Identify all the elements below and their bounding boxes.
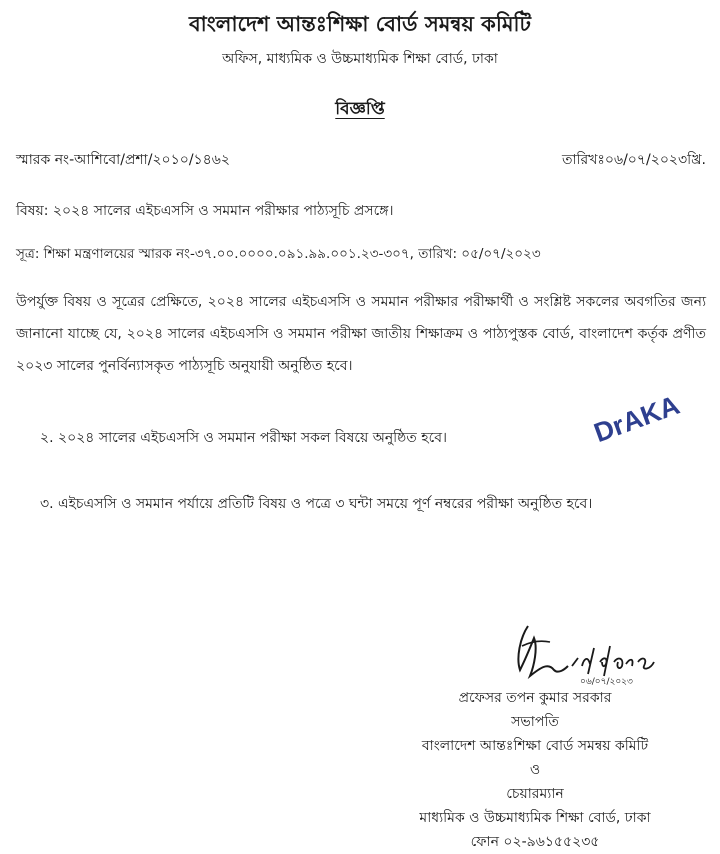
signatory-conjunction: ও [529, 762, 541, 778]
main-paragraph: উপর্যুক্ত বিষয় ও সূত্রের প্রেক্ষিতে, ২০২৪ সালের এইচএসসি ও সমমান পরীক্ষার পরীক্ষার্থী ও সংশ্লিষ্ট সকলের অবগতির জন্য জানানো যাচ্ছে যে, ২০২৪ সালের এইচএসসি ও সমমান পরীক্ষা জাতীয় শিক্ষাক্রম ও পাঠ্যপুস্তক বোর্ড, বাংলাদেশ কর্তৃক প্রণীত ২০২৩ সালের পুনর্বিন্যাসকৃত পাঠ্যসূচি অনুযায়ী অনুষ্ঠিত হবে। [16, 294, 706, 374]
signatory-committee: বাংলাদেশ আন্তঃশিক্ষা বোর্ড সমন্বয় কমিটি [421, 738, 649, 754]
issue-date: তারিখঃ০৬/০৭/২০২৩খ্রি. [561, 152, 706, 168]
notice-heading-text: বিজ্ঞপ্তি [335, 99, 385, 119]
reference-line: সূত্র: শিক্ষা মন্ত্রণালয়ের স্মারক নং-৩৭.০০.০০০০.০৯১.৯৯.০০১.২৩-৩০৭, তারিখ: ০৫/০৭/২০২৩ [16, 246, 541, 262]
office-subtitle: অফিস, মাধ্যমিক ও উচ্চমাধ্যমিক শিক্ষা বোর্ড, ঢাকা [222, 51, 498, 67]
handwritten-signature [510, 618, 660, 688]
list-item-2: ২. ২০২৪ সালের এইচএসসি ও সমমান পরীক্ষা সকল বিষয়ে অনুষ্ঠিত হবে। [40, 430, 448, 446]
signatory-role: সভাপতি [511, 714, 559, 730]
notice-heading [0, 96, 720, 124]
watermark: DrAKA [590, 389, 684, 449]
subject-line: বিষয়: ২০২৪ সালের এইচএসসি ও সমমান পরীক্ষার পাঠ্যসূচি প্রসঙ্গে। [16, 203, 394, 219]
signature-date: ০৬/০৭/২০২৩ [580, 677, 633, 687]
signatory-block [370, 686, 700, 854]
signatory-board: মাধ্যমিক ও উচ্চমাধ্যমিক শিক্ষা বোর্ড, ঢাকা [419, 810, 651, 826]
memo-number: স্মারক নং-আশিবো/প্রশা/২০১০/১৪৬২ [16, 152, 230, 168]
list-item-3: ৩. এইচএসসি ও সমমান পর্যায়ে প্রতিটি বিষয় ও পত্রে ৩ ঘন্টা সময়ে পূর্ণ নম্বরের পরীক্ষা অনুষ্ঠিত হবে। [40, 496, 593, 512]
signatory-name: প্রফেসর তপন কুমার সরকার [458, 690, 612, 706]
signatory-role-2: চেয়ারম্যান [506, 786, 564, 802]
committee-title: বাংলাদেশ আন্তঃশিক্ষা বোর্ড সমন্বয় কমিটি [188, 12, 531, 36]
signatory-phone: ফোন ০২-৯৬১৫৫২৩৫ [470, 834, 600, 850]
